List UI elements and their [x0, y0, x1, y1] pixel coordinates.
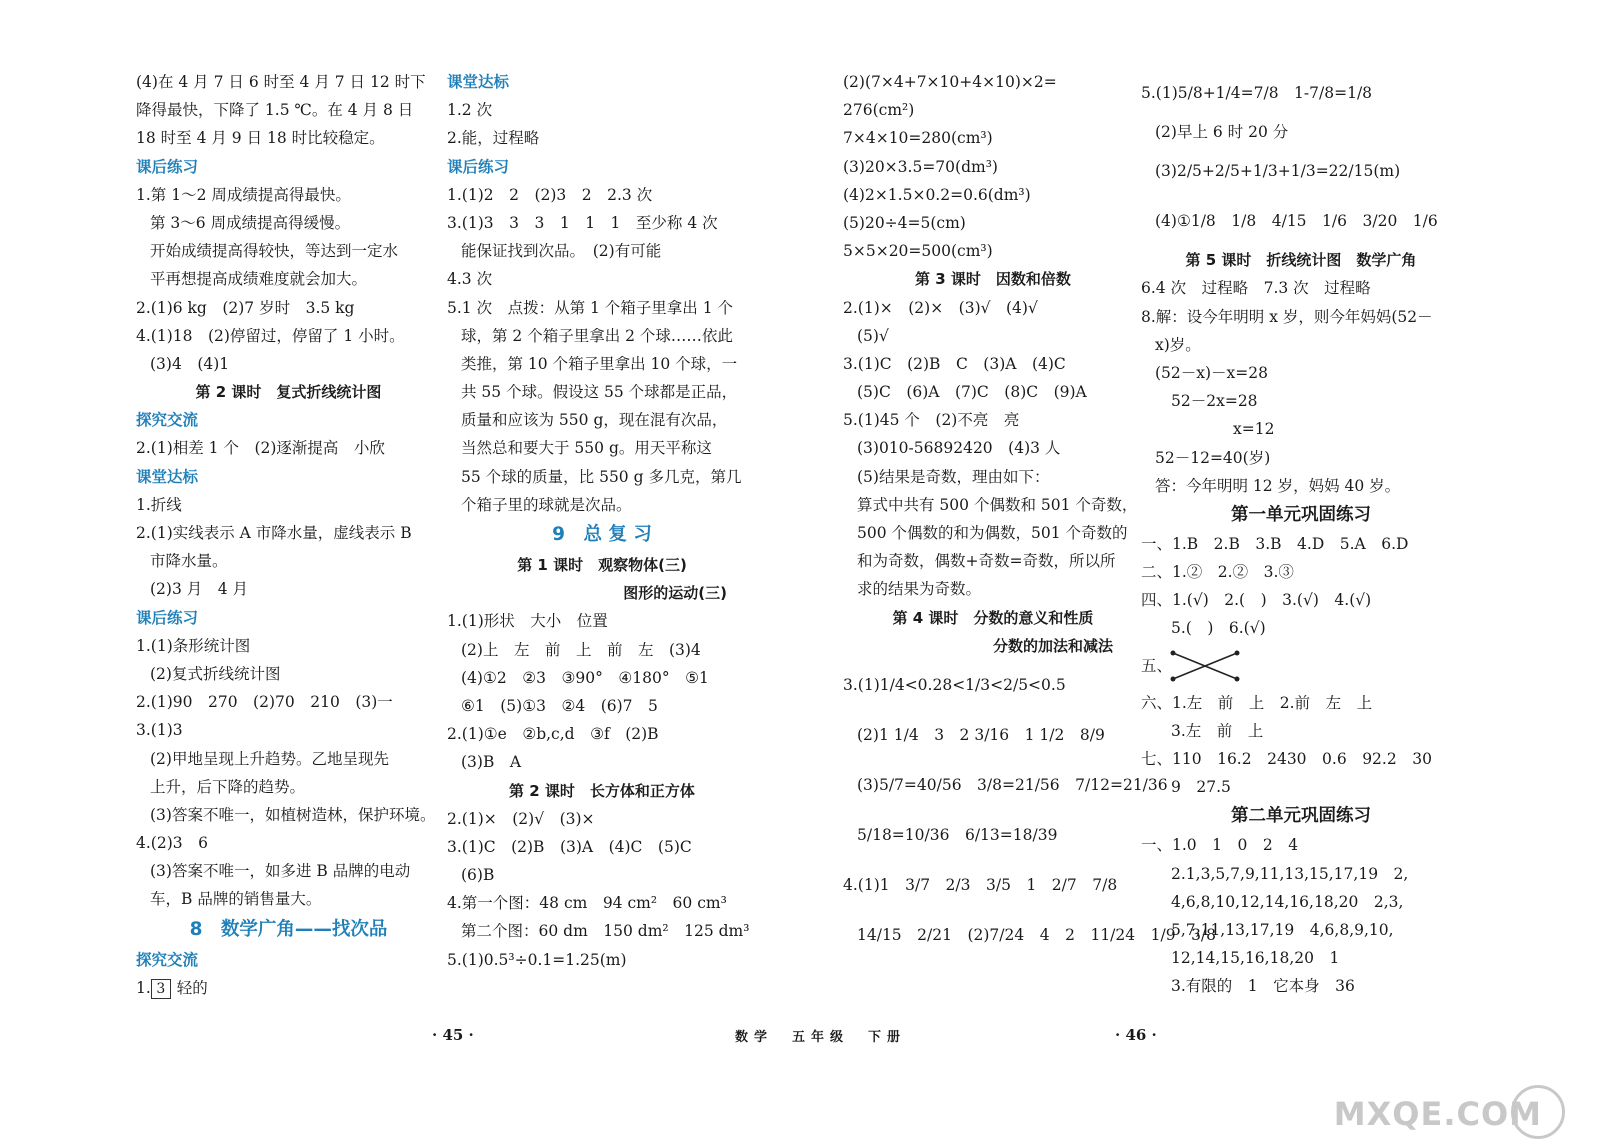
answer-line: 18 时至 4 月 9 日 18 时比较稳定。: [136, 129, 385, 148]
answer-line: 52－2x=28: [1171, 392, 1258, 411]
answer-line: (2)复式折线统计图: [150, 664, 281, 683]
answer-line: (3)010-56892420 (4)3 人: [857, 439, 1061, 458]
answer-line: 4.(2)3 6: [136, 834, 208, 853]
matching-lines-diagram: [1167, 647, 1247, 685]
column-1: [136, 68, 441, 1002]
answer-line: 12,14,15,16,18,20 1: [1171, 949, 1340, 968]
answer-line: 14/15 2/21 (2)7/24 4 2 11/24 1/9 3/8: [857, 925, 1217, 944]
page-number-right: · 46 ·: [1115, 1026, 1157, 1044]
answer-line: (4)①2 ②3 ③90° ④180° ⑤1: [461, 668, 709, 687]
answer-line: (5)20÷4=5(cm): [843, 213, 966, 232]
lesson-title: 图形的运动(三): [623, 584, 727, 603]
answer-line: 5.( ) 6.(√): [1171, 619, 1266, 638]
answer-line: 5.(1)45 个 (2)不亮 亮: [843, 411, 1020, 430]
answer-line: 算式中共有 500 个偶数和 501 个奇数，: [857, 495, 1138, 514]
answer-line: 2.(1)相差 1 个 (2)逐渐提高 小欣: [136, 439, 385, 458]
answer-line: (3)B A: [461, 753, 522, 772]
answer-line: 七、110 16.2 2430 0.6 92.2 30: [1141, 750, 1432, 768]
answer-line: (4)在 4 月 7 日 6 时至 4 月 7 日 12 时下: [136, 73, 426, 91]
answer-line: 3.(1)C (2)B (3)A (4)C (5)C: [447, 837, 692, 856]
answer-line: 5.1 次 点拨：从第 1 个箱子里拿出 1 个: [447, 298, 734, 317]
lesson-title: 分数的加法和减法: [992, 636, 1113, 655]
answer-line: 5.(1)5/8+1/4=7/8 1-7/8=1/8: [1141, 84, 1373, 102]
answer-line: 上升，后下降的趋势。: [150, 777, 306, 796]
answer-line: 求的结果为奇数。: [857, 580, 982, 599]
answer-line: (2)甲地呈现上升趋势。乙地呈现先: [150, 749, 389, 768]
unit-title: 第一单元巩固练习: [1231, 504, 1371, 525]
answer-line: 球，第 2 个箱子里拿出 2 个球……依此: [461, 326, 733, 345]
answer-line: 7×4×10=280(cm³): [843, 129, 993, 148]
answer-line: 52－12=40(岁): [1155, 448, 1271, 467]
answer-line: [136, 974, 441, 1002]
answer-line: 1.(1)形状 大小 位置: [447, 612, 608, 631]
answer-line: (2)1 1/4 3 2 3/16 1 1/2 8/9: [857, 725, 1105, 744]
book-footer: 数学 五年级 下册: [735, 1030, 907, 1045]
answer-line: 市降水量。: [150, 552, 228, 571]
answer-prefix: 1.: [136, 978, 151, 997]
answer-line: 六、1.左 前 上 2.前 左 上: [1141, 693, 1373, 712]
answer-line: 6.4 次 过程略 7.3 次 过程略: [1141, 279, 1371, 298]
answer-line: 4.(1)1 3/7 2/3 3/5 1 2/7 7/8: [843, 875, 1118, 894]
answer-line: x)岁。: [1155, 335, 1201, 354]
section-label: 探究交流: [136, 950, 199, 969]
column-2: [447, 68, 757, 974]
answer-line: 质量和应该为 550 g，现在混有次品，: [461, 411, 728, 430]
answer-line: 平再想提高成绩难度就会加大。: [150, 270, 368, 289]
answer-line: 500 个偶数的和为偶数，501 个奇数的: [857, 524, 1128, 542]
matching-answer: [1141, 643, 1461, 689]
answer-line: (2)早上 6 时 20 分: [1155, 123, 1289, 141]
answer-line: 1.(1)2 2 (2)3 2 2.3 次: [447, 185, 653, 204]
answer-line: 1.第 1～2 周成绩提高得最快。: [136, 185, 351, 204]
lesson-title: 第 2 课时 长方体和正方体: [509, 781, 695, 800]
answer-line: (3)答案不唯一，如多进 B 品牌的电动: [150, 862, 411, 881]
answer-line: 能保证找到次品。 (2)有可能: [461, 242, 662, 261]
answer-line: 一、1.0 1 0 2 4: [1141, 836, 1299, 855]
answer-line: 1.2 次: [447, 101, 493, 120]
answer-line: 第二个图：60 dm 150 dm² 125 dm³: [461, 922, 750, 941]
answer-line: 55 个球的质量，比 550 g 多几克，第几: [461, 467, 742, 486]
answer-line: 和为奇数，偶数+奇数=奇数，所以所: [857, 552, 1116, 571]
answer-line: 4.第一个图：48 cm 94 cm² 60 cm³: [447, 894, 727, 913]
boxed-answer: 3: [151, 979, 171, 999]
answer-line: (3)4 (4)1: [150, 354, 230, 373]
answer-line: 2.(1)90 270 (2)70 210 (3)一: [136, 693, 393, 712]
answer-line: 3.左 前 上: [1171, 721, 1264, 740]
answer-line: 2.(1)①e ②b,c,d ③f (2)B: [447, 725, 659, 744]
chapter-title: 9 总 复 习: [552, 524, 652, 545]
answer-line: 9 27.5: [1171, 778, 1231, 797]
answer-line: 车，B 品牌的销售量大。: [150, 890, 322, 909]
chapter-title: 8 数学广角——找次品: [189, 918, 388, 940]
lesson-title: 第 5 课时 折线统计图 数学广角: [1185, 251, 1417, 270]
answer-line: 2.1,3,5,7,9,11,13,15,17,19 2,: [1171, 864, 1409, 883]
answer-line: 类推，第 10 个箱子里拿出 10 个球，一: [461, 354, 738, 373]
section-label: 探究交流: [136, 411, 199, 430]
answer-line: 2.(1)× (2)√ (3)×: [447, 809, 595, 828]
answer-line: (3)5/7=40/56 3/8=21/56 7/12=21/36: [857, 775, 1168, 794]
answer-line: (5)结果是奇数，理由如下：: [857, 467, 1050, 486]
answer-line: (5)√: [857, 326, 889, 345]
section-label: 课后练习: [136, 157, 199, 176]
answer-line: ⑥1 (5)①3 ②4 (6)7 5: [461, 696, 658, 715]
column-4: [1141, 68, 1461, 1001]
page-number-left: · 45 ·: [432, 1026, 474, 1044]
lesson-title: 第 1 课时 观察物体(三): [517, 556, 687, 574]
unit-title: 第二单元巩固练习: [1231, 806, 1371, 827]
answer-line: (5)C (6)A (7)C (8)C (9)A: [857, 383, 1087, 402]
answer-line: 5.(1)0.5³÷0.1=1.25(m): [447, 950, 627, 969]
answer-line: 降得最快，下降了 1.5 ℃。在 4 月 8 日: [136, 101, 414, 120]
answer-line: (3)答案不唯一，如植树造林，保护环境。: [150, 805, 436, 824]
answer-line: (2)上 左 前 上 前 左 (3)4: [461, 640, 701, 659]
lesson-title: 第 3 课时 因数和倍数: [915, 270, 1071, 289]
answer-line: (6)B: [461, 866, 495, 885]
answer-line: 共 55 个球。假设这 55 个球都是正品，: [461, 383, 738, 402]
answer-line: (2)(7×4+7×10+4×10)×2=: [843, 73, 1057, 91]
answer-line: 第 3～6 周成绩提高得缓慢。: [150, 213, 351, 232]
watermark-text: MXQE.COM: [1333, 1095, 1542, 1133]
answer-line: 3.有限的 1 它本身 36: [1171, 977, 1355, 996]
answer-line: (4)①1/8 1/8 4/15 1/6 3/20 1/6: [1155, 212, 1438, 231]
answer-line: 4,6,8,10,12,14,16,18,20 2,3,: [1171, 892, 1404, 911]
answer-line: 3.(1)1/4<0.28<1/3<2/5<0.5: [843, 675, 1066, 694]
answer-line: 一、1.B 2.B 3.B 4.D 5.A 6.D: [1141, 534, 1409, 553]
answer-line: 开始成绩提高得较快，等达到一定水: [150, 242, 399, 261]
answer-line: 二、1.② 2.② 3.③: [1141, 563, 1294, 582]
answer-line: 5/18=10/36 6/13=18/39: [857, 825, 1058, 844]
answer-line: 2.(1)实线表示 A 市降水量，虚线表示 B: [136, 524, 412, 542]
section-label: 课堂达标: [447, 73, 510, 91]
answer-line: (4)2×1.5×0.2=0.6(dm³): [843, 185, 1031, 204]
answer-line: 2.(1)6 kg (2)7 岁时 3.5 kg: [136, 298, 355, 317]
answer-line: 3.(1)C (2)B C (3)A (4)C: [843, 354, 1066, 373]
answer-text: 轻的: [176, 978, 208, 997]
answer-line: 3.(1)3: [136, 721, 183, 740]
answer-line: 四、1.(√) 2.( ) 3.(√) 4.(√): [1141, 591, 1372, 610]
answer-line: 8.解：设今年明明 x 岁，则今年妈妈(52－: [1141, 307, 1433, 326]
answer-line: (3)2/5+2/5+1/3+1/3=22/15(m): [1155, 162, 1401, 181]
answer-line: 2.能，过程略: [447, 129, 540, 148]
section-label: 课堂达标: [136, 467, 199, 486]
lesson-title: 第 4 课时 分数的意义和性质: [892, 608, 1094, 627]
answer-line: 1.折线: [136, 495, 182, 514]
answer-line: 当然总和要大于 550 g。用天平称这: [461, 439, 712, 458]
lesson-title: 第 2 课时 复式折线统计图: [195, 383, 382, 402]
answer-line: 5,7,11,13,17,19 4,6,8,9,10,: [1171, 920, 1394, 939]
answer-line: x=12: [1233, 420, 1275, 439]
answer-line: (3)20×3.5=70(dm³): [843, 157, 998, 176]
answer-line: (52－x)－x=28: [1155, 363, 1269, 382]
answer-line: (2)3 月 4 月: [150, 580, 249, 599]
section-label: 课后练习: [447, 157, 510, 176]
answer-label: 五、: [1141, 656, 1173, 675]
answer-line: 4.(1)18 (2)停留过，停留了 1 小时。: [136, 326, 405, 345]
answer-line: 答：今年明明 12 岁，妈妈 40 岁。: [1155, 476, 1401, 495]
section-label: 课后练习: [136, 608, 199, 627]
answer-line: 4.3 次: [447, 270, 493, 289]
answer-line: 2.(1)× (2)× (3)√ (4)√: [843, 298, 1038, 317]
answer-line: 3.(1)3 3 3 1 1 1 至少称 4 次: [447, 213, 718, 232]
answer-line: 1.(1)条形统计图: [136, 636, 251, 655]
answer-line: 5×5×20=500(cm³): [843, 242, 993, 261]
answer-line: 个箱子里的球就是次品。: [461, 495, 632, 514]
answer-line: 276(cm²): [843, 101, 915, 120]
